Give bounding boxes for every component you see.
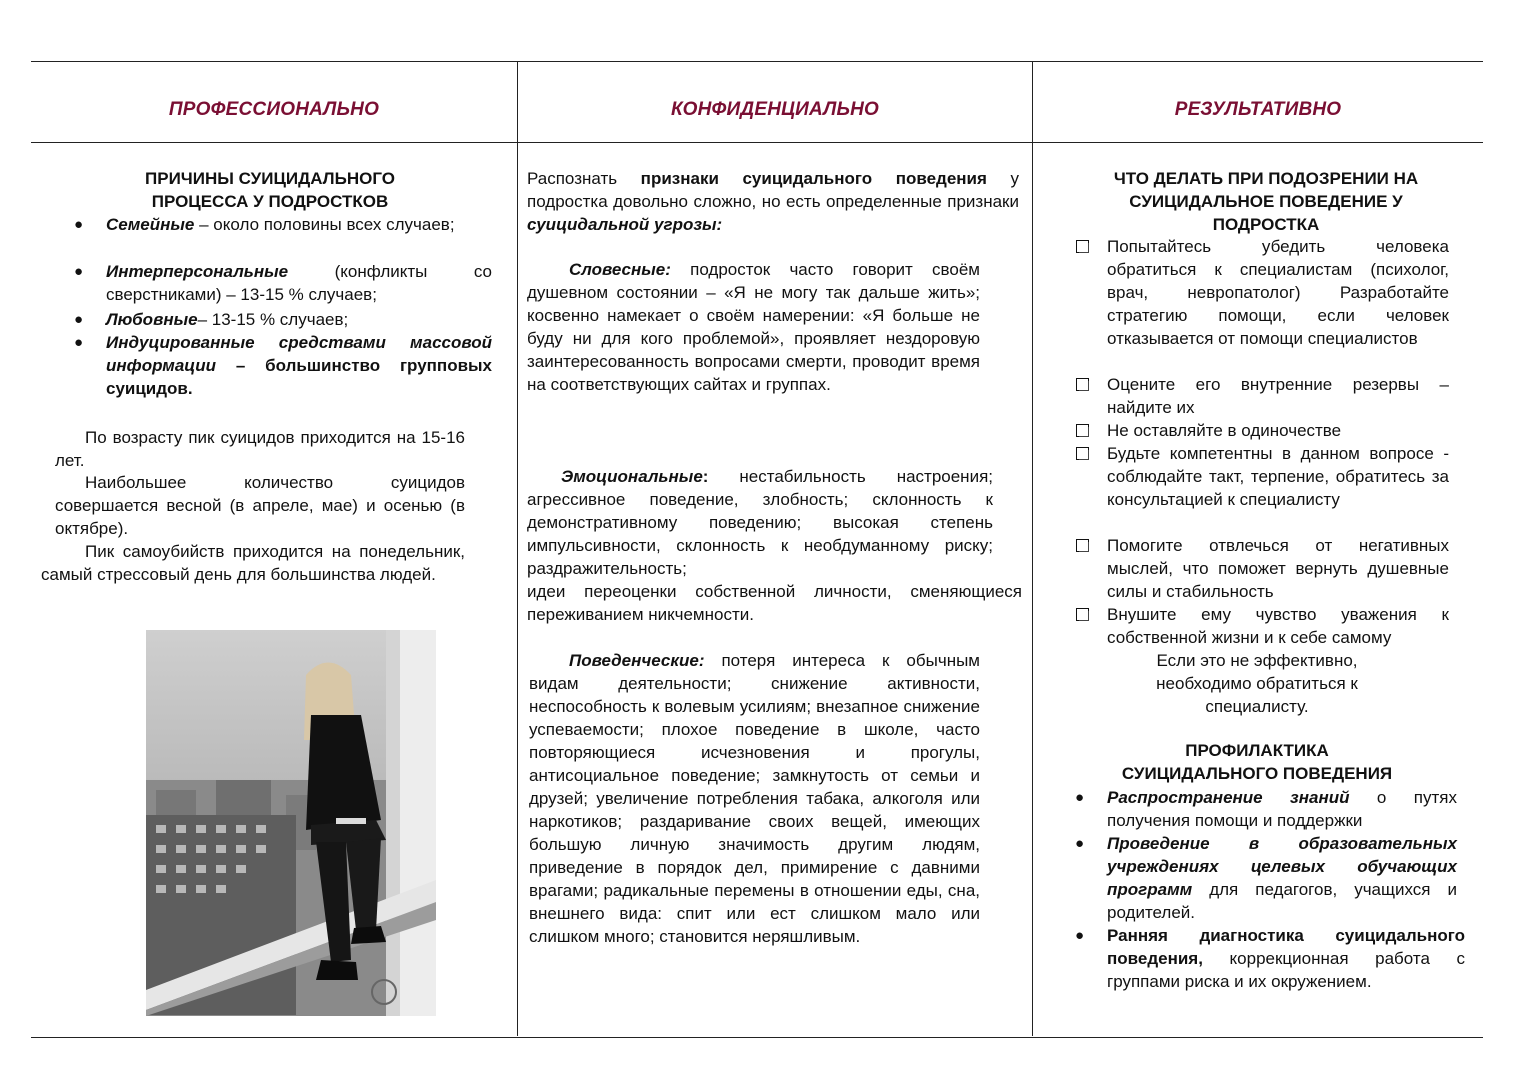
checkbox-square-icon	[1076, 424, 1089, 437]
verbal-text: подросток часто говорит своём душевном состоянии – «Я не могу так дальше жить»; косвенно намекает о своём намерении: «Я больше не буду ни для кого проблемой», проявляет нездоровую заинтересованность вопросами смерти, проводит время на соответствующих сайтах и группах.	[527, 260, 980, 394]
prevention-title-line-1: ПРОФИЛАКТИКА	[1185, 741, 1329, 760]
cause-item-media	[106, 331, 492, 400]
action-item-distract: Помогите отвлечься от негативных мыслей, что поможет вернуть душевные силы и стабильность	[1107, 536, 1449, 601]
fallback-line-3: специалисту.	[1205, 697, 1309, 716]
emotional-colon: :	[702, 467, 709, 486]
column-header-effective: РЕЗУЛЬТАТИВНО	[1174, 99, 1342, 120]
verbal-signs-paragraph	[527, 258, 980, 396]
actions-title-line-3: ПОДРОСТКА	[1212, 215, 1320, 234]
emotional-text: нестабильность настроения; агрессивное поведение, злобность; склонность к демонстративному поведению; высокая степень импульсивности, склонность к необдуманному риску; раздражительность;	[527, 467, 993, 578]
age-paragraph: По возрасту пик суицидов приходится на 15-16 лет.	[55, 428, 465, 470]
teen-on-balcony-photo	[146, 630, 436, 1016]
prevention-item-diagnostics	[1107, 924, 1465, 993]
prevention-title	[1057, 739, 1457, 785]
fallback-line-2: необходимо обратиться к	[1156, 674, 1358, 693]
causes-title-line-1: ПРИЧИНЫ СУИЦИДАЛЬНОГО	[145, 169, 395, 188]
cause-text: – большинство групповых суицидов.	[106, 356, 492, 398]
bullet-dot-icon: ●	[1075, 835, 1085, 852]
fallback-line-1: Если это не эффективно,	[1156, 651, 1358, 670]
prevention-term: Ранняя диагностика суицидального поведения,	[1107, 926, 1465, 968]
checkbox-square-icon	[1076, 608, 1089, 621]
verbal-term: Словесные:	[569, 260, 671, 279]
prevention-title-line-2: СУИЦИДАЛЬНОГО ПОВЕДЕНИЯ	[1121, 764, 1393, 783]
prevention-text: для педагогов, учащихся и родителей.	[1107, 880, 1457, 922]
action-item-not-alone: Не оставляйте в одиночестве	[1107, 421, 1342, 440]
cause-text: – около половины всех случаев;	[194, 215, 455, 234]
action-item-competent: Будьте компетентны в данном вопросе - соблюдайте такт, терпение, обратитесь за консультацией к специалисту	[1107, 444, 1449, 509]
bullet-dot-icon: ●	[74, 334, 84, 351]
cause-term: Индуцированные средствами массовой информации	[106, 333, 492, 375]
bullet-dot-icon: ●	[74, 216, 84, 233]
emotional-signs-paragraph	[527, 465, 993, 580]
column-header-professional: ПРОФЕССИОНАЛЬНО	[168, 99, 380, 120]
cause-term: Интерперсональные	[106, 262, 289, 281]
column-header-confidential: КОНФИДЕНЦИАЛЬНО	[670, 99, 880, 120]
intro-text-threat: суицидальной угрозы:	[527, 215, 723, 234]
intro-text-bold: признаки суицидального поведения	[640, 169, 987, 188]
prevention-term: Распространение знаний	[1107, 788, 1350, 807]
cause-text: – 13-15 % случаев;	[197, 310, 349, 329]
bullet-dot-icon: ●	[1075, 927, 1085, 944]
cause-item-love	[106, 308, 492, 331]
prevention-item-programs	[1107, 832, 1457, 924]
action-item-resources: Оцените его внутренние резервы – найдите их	[1107, 375, 1449, 417]
checkbox-square-icon	[1076, 539, 1089, 552]
intro-text-mid: у подростка довольно сложно, но есть определенные признаки	[527, 169, 1019, 211]
behavior-text: потеря интереса к обычным видам деятельности; снижение активности, неспособность к волевым усилиям; внезапное снижение успеваемости; плохое поведение в школе, часто повторяющиеся исчезновения и прогулы, антисоциальное поведение; замкнутость от семьи и друзей; увеличение потребления табака, алкоголя или наркотиков; раздаривание своих вещей, имеющих большую личную значимость другим людям, приведение в порядок дел, примирение с давними врагами; радикальные перемены в отношении еды, сна, внешнего вида: спит или ест слишком мало или слишком много; становится неряшливым.	[529, 651, 980, 946]
cause-text: (конфликты со сверстниками) – 13-15 % случаев;	[106, 262, 492, 304]
checkbox-square-icon	[1076, 447, 1089, 460]
cause-item-interpersonal	[106, 260, 492, 306]
behavior-term: Поведенческие:	[569, 651, 705, 670]
bullet-dot-icon: ●	[74, 311, 84, 328]
bullet-dot-icon: ●	[74, 263, 84, 280]
actions-title-line-2: СУИЦИДАЛЬНОЕ ПОВЕДЕНИЕ У	[1129, 192, 1403, 211]
checkbox-square-icon	[1076, 378, 1089, 391]
causes-title	[90, 167, 450, 213]
bullet-dot-icon: ●	[1075, 789, 1085, 806]
bottom-rule	[31, 1037, 1483, 1038]
emotional-term: Эмоциональные	[561, 467, 703, 486]
intro-text-start: Распознать	[527, 169, 641, 188]
checkbox-square-icon	[1076, 240, 1089, 253]
causes-title-line-2: ПРОЦЕССА У ПОДРОСТКОВ	[151, 192, 389, 211]
prevention-term: Проведение в образовательных учреждениях целевых обучающих программ	[1107, 834, 1457, 899]
cause-term: Любовные	[106, 310, 198, 329]
actions-title-line-1: ЧТО ДЕЛАТЬ ПРИ ПОДОЗРЕНИИ НА	[1113, 169, 1419, 188]
cause-term: Семейные	[106, 215, 195, 234]
action-item-respect: Внушите ему чувство уважения к собственной жизни и к себе самому	[1107, 605, 1449, 647]
prevention-text: о путях получения помощи и поддержки	[1107, 788, 1457, 830]
action-item-convince: Попытайтесь убедить человека обратиться к специалистам (психолог, врач, невропатолог) Разработайте стратегию помощи, если человек отказывается от помощи специалистов	[1107, 237, 1449, 348]
column-divider-2	[1032, 62, 1033, 1036]
header-rule	[31, 142, 1483, 143]
recognition-intro	[527, 167, 1019, 236]
emotional-signs-tail: идеи переоценки собственной личности, сменяющиеся переживанием никчемности.	[527, 582, 1022, 624]
monday-paragraph: Пик самоубийств приходится на понедельник, самый стрессовый день для большинства людей.	[41, 542, 465, 584]
actions-title	[1066, 167, 1466, 236]
prevention-item-knowledge	[1107, 786, 1457, 832]
fallback-note	[1107, 649, 1407, 718]
top-rule	[31, 61, 1483, 62]
column-divider-1	[517, 62, 518, 1036]
season-paragraph: Наибольшее количество суицидов совершается весной (в апреле, мае) и осенью (в октябре).	[55, 473, 465, 538]
prevention-text: коррекционная работа с группами риска и их окружением.	[1107, 949, 1465, 991]
behavioral-signs-paragraph	[529, 649, 980, 948]
cause-item-family	[106, 213, 492, 236]
